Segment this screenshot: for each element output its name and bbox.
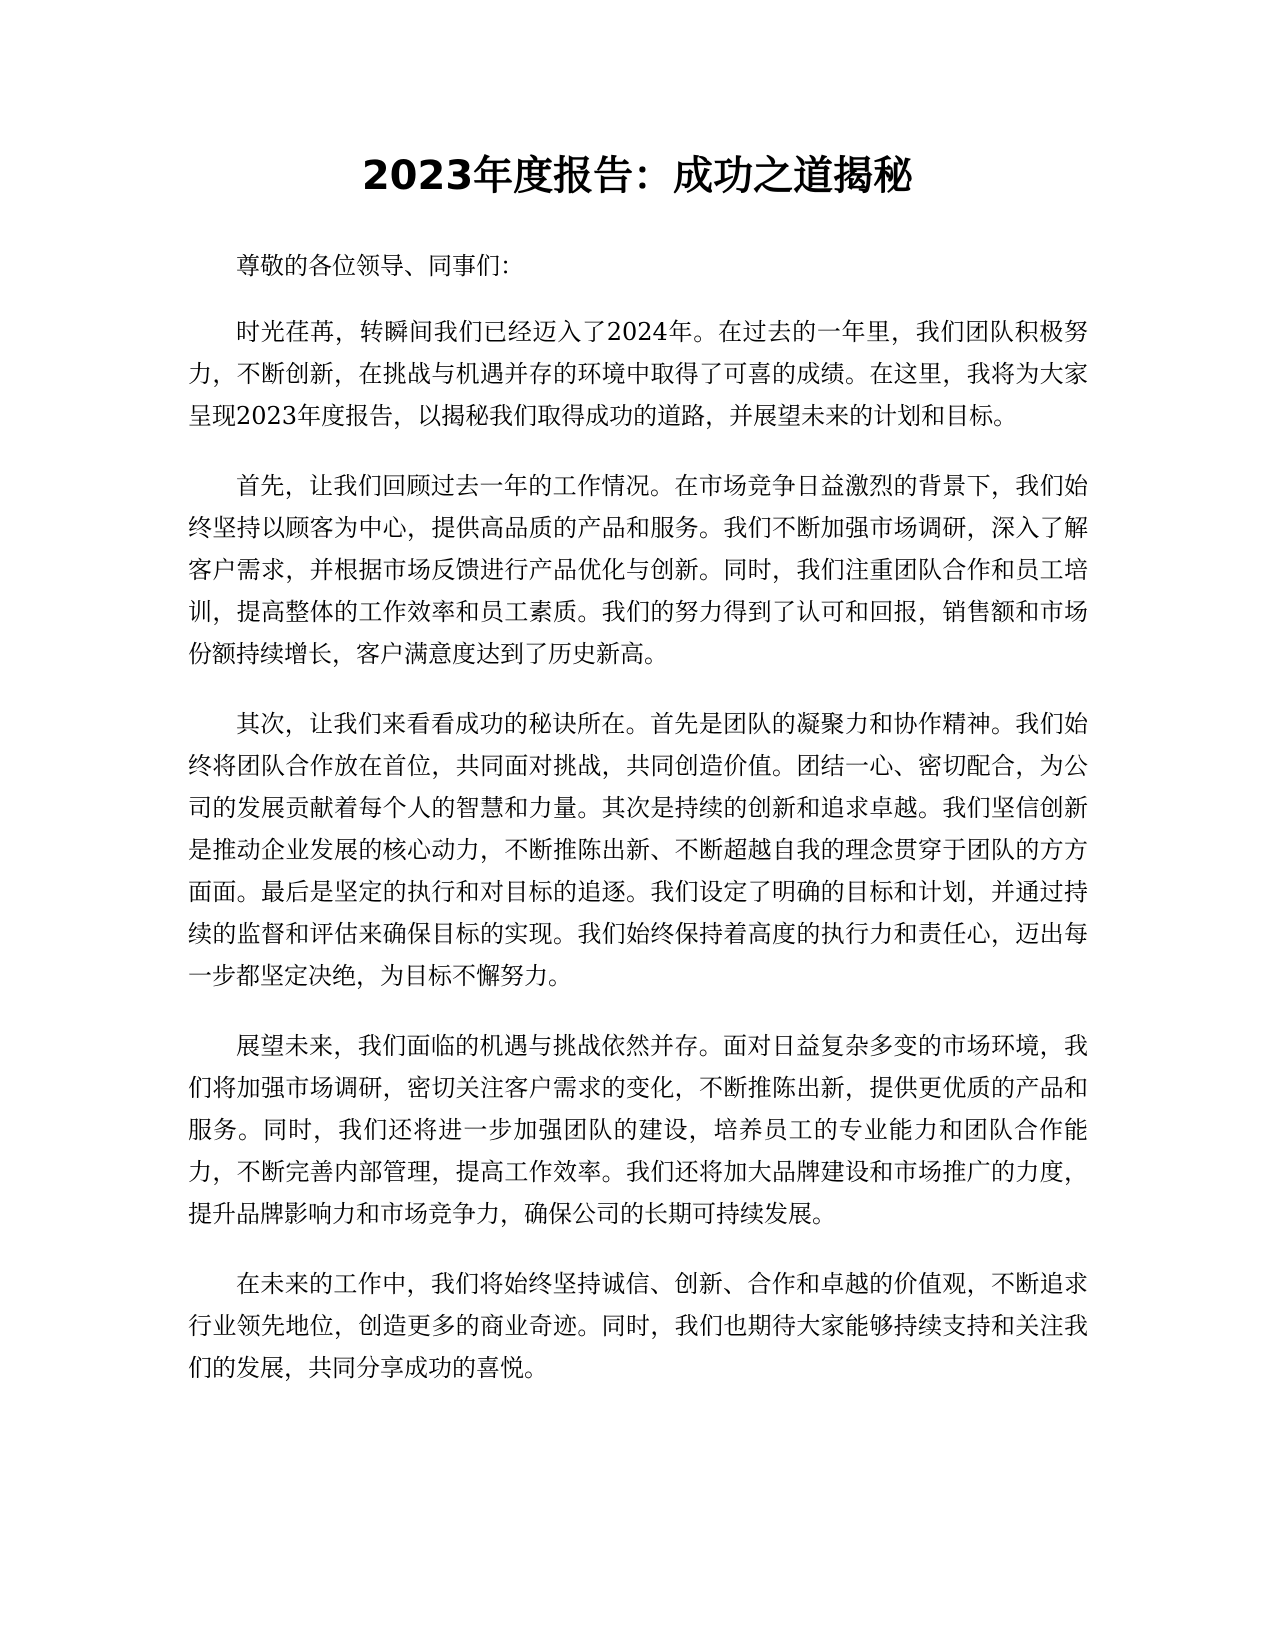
paragraph-intro: 时光荏苒，转瞬间我们已经迈入了2024年。在过去的一年里，我们团队积极努力，不断创新，在挑战与机遇并存的环境中取得了可喜的成绩。在这里，我将为大家呈现2023年度报告，以揭秘我们取得成功的道路，并展望未来的计划和目标。 [188,318,1088,430]
paragraph-review: 首先，让我们回顾过去一年的工作情况。在市场竞争日益激烈的背景下，我们始终坚持以顾客为中心，提供高品质的产品和服务。我们不断加强市场调研，深入了解客户需求，并根据市场反馈进行产品优化与创新。同时，我们注重团队合作和员工培训，提高整体的工作效率和员工素质。我们的努力得到了认可和回报，销售额和市场份额持续增长，客户满意度达到了历史新高。 [188,472,1088,668]
paragraph-outlook: 展望未来，我们面临的机遇与挑战依然并存。面对日益复杂多变的市场环境，我们将加强市场调研，密切关注客户需求的变化，不断推陈出新，提供更优质的产品和服务。同时，我们还将进一步加强团队的建设，培养员工的专业能力和团队合作能力，不断完善内部管理，提高工作效率。我们还将加大品牌建设和市场推广的力度，提升品牌影响力和市场竞争力，确保公司的长期可持续发展。 [188,1032,1088,1228]
paragraph-closing: 在未来的工作中，我们将始终坚持诚信、创新、合作和卓越的价值观，不断追求行业领先地位，创造更多的商业奇迹。同时，我们也期待大家能够持续支持和关注我们的发展，共同分享成功的喜悦。 [188,1270,1088,1382]
document-body [188,245,1088,1417]
salutation: 尊敬的各位领导、同事们： [236,252,524,280]
document-title: 2023年度报告：成功之道揭秘 [361,153,914,199]
paragraph-secrets: 其次，让我们来看看成功的秘诀所在。首先是团队的凝聚力和协作精神。我们始终将团队合作放在首位，共同面对挑战，共同创造价值。团结一心、密切配合，为公司的发展贡献着每个人的智慧和力量。其次是持续的创新和追求卓越。我们坚信创新是推动企业发展的核心动力，不断推陈出新、不断超越自我的理念贯穿于团队的方方面面。最后是坚定的执行和对目标的追逐。我们设定了明确的目标和计划，并通过持续的监督和评估来确保目标的实现。我们始终保持着高度的执行力和责任心，迈出每一步都坚定决绝，为目标不懈努力。 [188,710,1088,990]
